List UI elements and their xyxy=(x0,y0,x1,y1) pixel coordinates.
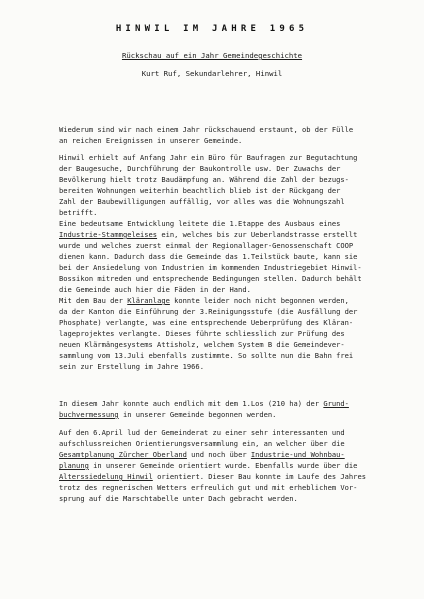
text-segment: Eine bedeutsame Entwicklung leitete die 1.Etappe des Ausbaus eines xyxy=(59,219,341,228)
text-segment: wurde und welches zuerst einmal der Regionallager-Genossenschaft COOP xyxy=(59,241,354,250)
text-line xyxy=(59,328,416,339)
text-line xyxy=(59,124,416,135)
text-segment: betrifft. xyxy=(59,208,98,217)
text-segment: Zahl der Baubewilligungen auffällig, vor alles was die Wohnungszahl xyxy=(59,197,345,206)
text-line xyxy=(59,218,416,229)
text-segment: Bevölkerung hielt trotz Baudämpfung an. Während die Zahl der bezugs- xyxy=(59,175,349,184)
text-segment: die Gemeinde auch hier die Fäden in der Hand. xyxy=(59,285,251,294)
text-segment: Bossikon mitreden und entsprechende Bedingungen stellen. Dadurch behält xyxy=(59,274,362,283)
text-line xyxy=(59,361,416,372)
text-line xyxy=(59,493,416,504)
underlined-term: Industrie-und Wohnbau- xyxy=(250,450,345,459)
text-segment: sprung auf die Marschtabelle unter Dach gebracht werden. xyxy=(59,494,298,503)
text-line xyxy=(59,152,416,163)
paragraph-intro xyxy=(59,124,419,146)
text-segment: konnte leider noch nicht begonnen werden, xyxy=(169,296,349,305)
text-segment: orientiert. Dieser Bau konnte im Laufe des Jahres xyxy=(152,472,366,481)
paragraph-baufragen xyxy=(59,152,419,372)
text-line xyxy=(59,482,416,493)
text-line xyxy=(59,438,416,449)
text-segment: sein zur Erstellung im Jahre 1966. xyxy=(59,362,204,371)
text-segment: da der Kanton die Einführung der 3.Reinigungsstufe (die Ausfällung der xyxy=(59,307,358,316)
document-author: Kurt Ruf, Sekundarlehrer, Hinwil xyxy=(141,69,283,78)
text-segment: und noch über xyxy=(186,450,251,459)
text-line xyxy=(59,339,416,350)
text-segment: in unserer Gemeinde begonnen werden. xyxy=(118,410,277,419)
text-line xyxy=(59,471,416,482)
text-line xyxy=(59,460,416,471)
text-line xyxy=(59,135,416,146)
text-line xyxy=(59,185,416,196)
text-segment: bereiten Wohnungen weiterhin beachtlich blieb ist der Rückgang der xyxy=(59,186,341,195)
text-segment: der Baugesuche, Durchführung der Baukontrolle usw. Der Zuwachs der xyxy=(59,164,341,173)
text-segment: Phosphate) verlangte, was eine entsprechende Ueberprüfung des Kläran- xyxy=(59,318,354,327)
underlined-term: Alterssiedelung Hinwil xyxy=(59,472,153,481)
text-line xyxy=(59,306,416,317)
text-segment: neuen Klärmängesystems Attisholz, welchem System B die Gemeindever- xyxy=(59,340,345,349)
text-line xyxy=(59,196,416,207)
document-subtitle-text: Rückschau auf ein Jahr Gemeindegeschichte xyxy=(121,51,303,60)
text-segment: sammlung vom 13.Juli ebenfalls zustimmte. So sollte nun die Bahn frei xyxy=(59,351,354,360)
underlined-term: planung xyxy=(59,461,89,470)
text-segment: bei der Ansiedelung von Industrien im kommenden Industriegebiet Hinwil- xyxy=(59,263,362,272)
text-segment: Mit dem Bau der xyxy=(59,296,128,305)
text-line xyxy=(59,207,416,218)
document-title: HINWIL IM JAHRE 1965 xyxy=(115,24,309,34)
text-line xyxy=(59,350,416,361)
underlined-term: Grund- xyxy=(323,399,349,408)
text-segment: Auf den 6.April lud der Gemeinderat zu einer sehr interessanten und xyxy=(59,428,345,437)
text-line xyxy=(59,262,416,273)
text-segment: lageprojektes verlangte. Dieses führte schliesslich zur Prüfung des xyxy=(59,329,345,338)
text-segment: in unserer Gemeinde orientiert wurde. Ebenfalls wurde über die xyxy=(88,461,358,470)
text-segment: Hinwil erhielt auf Anfang Jahr ein Büro für Baufragen zur Begutachtung xyxy=(59,153,358,162)
text-line xyxy=(59,251,416,262)
underlined-term: Kläranlage xyxy=(127,296,170,305)
text-line xyxy=(59,449,416,460)
text-segment: dienen kann. Dadurch dass die Gemeinde das 1.Teilstück baute, kann sie xyxy=(59,252,358,261)
underlined-term: buchvermessung xyxy=(59,410,119,419)
text-line xyxy=(59,284,416,295)
text-line xyxy=(59,409,416,420)
text-segment: an reichen Ereignissen in unserer Gemeinde. xyxy=(59,136,243,145)
text-line xyxy=(59,174,416,185)
text-segment: Wiederum sind wir nach einem Jahr rückschauend erstaunt, ob der Fülle xyxy=(59,125,354,134)
text-line xyxy=(59,317,416,328)
text-segment: aufschlussreichen Orientierungsversammlung ein, an welcher über die xyxy=(59,439,345,448)
text-line xyxy=(59,398,416,409)
text-line xyxy=(59,273,416,284)
underlined-term: Industrie-Stammgeleises xyxy=(59,230,158,239)
text-line xyxy=(59,163,416,174)
paragraph-grundbuchvermessung xyxy=(59,398,419,420)
text-segment: In diesem Jahr konnte auch endlich mit dem 1.Los (210 ha) der xyxy=(59,399,324,408)
text-line xyxy=(59,240,416,251)
paragraph-orientierung xyxy=(59,427,419,504)
document-subtitle xyxy=(0,51,424,60)
text-segment: ein, welches bis zur Ueberlandstrasse erstellt xyxy=(157,230,358,239)
underlined-term: Gesamtplanung Zürcher Oberland xyxy=(59,450,187,459)
text-segment: trotz des regnerischen Wetters erfreulich gut und mit erheblichem Vor- xyxy=(59,483,358,492)
text-line xyxy=(59,229,416,240)
text-line xyxy=(59,295,416,306)
text-line xyxy=(59,427,416,438)
